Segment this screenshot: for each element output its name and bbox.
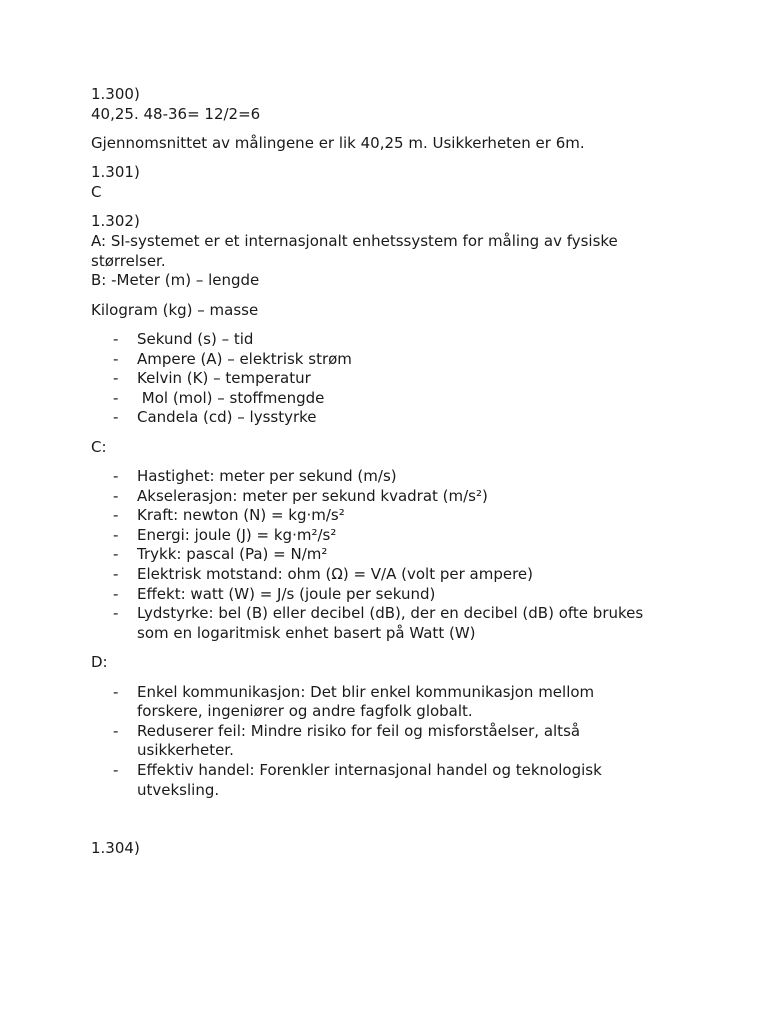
list-item-text: Elektrisk motstand: ohm (Ω) = V/A (volt per ampere) [137,565,534,584]
si-base-units-list [91,330,691,428]
calculation-text: 40,25. 48-36= 12/2=6 [91,104,261,123]
section-c-label: C: [91,437,107,456]
list-item [91,487,691,507]
dash-bullet: - [113,329,119,348]
heading-1-300: 1.300) [91,85,140,103]
document-page [91,85,691,859]
spacer [91,428,691,438]
list-item [91,330,691,350]
list-item [91,526,691,546]
list-item-text: Energi: joule (J) = kg·m²/s² [137,525,337,544]
dash-bullet: - [113,506,119,525]
list-item-text: Reduserer feil: Mindre risiko for feil og misforståelser, altså usikkerheter. [137,721,581,760]
benefits-list [91,683,621,801]
derived-units-list [91,467,691,643]
paragraph-b-line: B: -Meter (m) – lengde [91,271,260,290]
spacer [91,673,691,683]
spacer [91,320,691,330]
spacer [91,124,691,134]
list-item-text: Ampere (A) – elektrisk strøm [137,349,352,368]
list-item-text: Hastighet: meter per sekund (m/s) [137,467,397,486]
kilogram-line: Kilogram (kg) – masse [91,300,259,319]
list-item-text: Lydstyrke: bel (B) eller decibel (dB), der en decibel (dB) ofte brukes som en logaritmisk enhet basert på Watt (W) [137,604,644,642]
dash-bullet: - [113,388,119,407]
heading-1-304: 1.304) [91,839,140,858]
paragraph-a-line: A: SI-systemet er et internasjonalt enhetssystem for måling av fysiske [91,231,618,250]
list-item-text: Enkel kommunikasjon: Det blir enkel kommunikasjon mellom forskere, ingeniører og andre fagfolk globalt. [137,682,595,721]
dash-bullet: - [113,349,119,368]
spacer [91,457,691,467]
spacer [91,643,691,653]
dash-bullet: - [113,486,119,505]
dash-bullet: - [113,565,119,584]
dash-bullet: - [113,584,119,603]
list-item [91,722,621,761]
dash-bullet: - [113,408,119,427]
spacer [91,291,691,301]
list-item [91,545,691,565]
heading-1-302: 1.302) [91,212,140,231]
list-item [91,604,677,643]
list-item [91,585,691,605]
list-item [91,408,691,428]
list-item [91,506,691,526]
list-item [91,369,691,389]
spacer [91,800,691,839]
list-item [91,683,621,722]
list-item [91,389,691,409]
answer-text: C [91,182,102,201]
list-item-text: Candela (cd) – lysstyrke [137,408,317,427]
list-item-text: Akselerasjon: meter per sekund kvadrat (m/s²) [137,486,488,505]
list-item-text: Kelvin (K) – temperatur [137,369,311,388]
list-item [91,350,691,370]
list-item-text: Trykk: pascal (Pa) = N/m² [137,545,328,564]
answer-text: Gjennomsnittet av målingene er lik 40,25 m. Usikkerheten er 6m. [91,133,585,152]
dash-bullet: - [113,721,119,740]
list-item [91,761,621,800]
list-item-text: Effektiv handel: Forenkler internasjonal handel og teknologisk utveksling. [137,760,602,799]
list-item-text: Mol (mol) – stoffmengde [137,388,325,407]
dash-bullet: - [113,682,119,701]
list-item-text: Kraft: newton (N) = kg·m/s² [137,506,345,525]
list-item-text: Sekund (s) – tid [137,329,254,348]
dash-bullet: - [113,467,119,486]
dash-bullet: - [113,369,119,388]
list-item [91,565,691,585]
list-item-text: Effekt: watt (W) = J/s (joule per sekund) [137,584,436,603]
section-d-label: D: [91,653,108,672]
dash-bullet: - [113,525,119,544]
dash-bullet: - [113,604,119,623]
paragraph-a-line: størrelser. [91,251,166,270]
spacer [91,154,691,164]
spacer [91,203,691,213]
dash-bullet: - [113,760,119,779]
dash-bullet: - [113,545,119,564]
heading-1-301: 1.301) [91,163,140,182]
list-item [91,467,691,487]
